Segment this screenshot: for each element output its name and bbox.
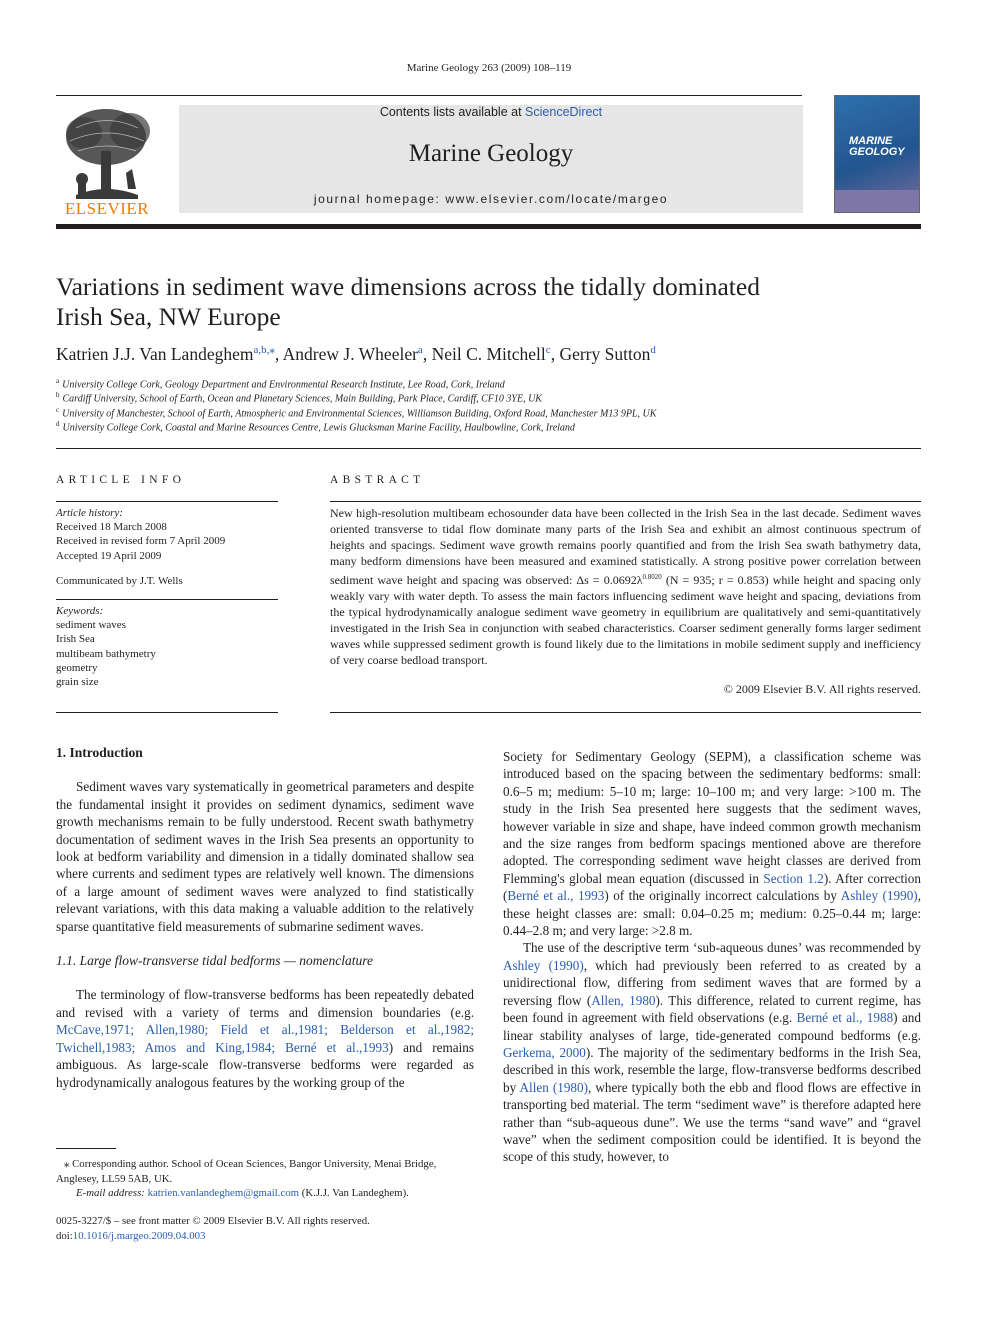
journal-citation: Marine Geology 263 (2009) 108–119 bbox=[406, 62, 572, 74]
footnote-rule bbox=[56, 1148, 116, 1149]
keyword: Irish Sea bbox=[56, 633, 95, 646]
communicated-by: Communicated by J.T. Wells bbox=[56, 574, 183, 587]
cover-title-line2: GEOLOGY bbox=[849, 146, 905, 158]
right-column bbox=[503, 748, 921, 1166]
keywords-block bbox=[56, 604, 278, 689]
title-block-rule bbox=[56, 448, 921, 449]
cover-title-line1: MARINE bbox=[849, 135, 893, 147]
paper-title-line2: Irish Sea, NW Europe bbox=[56, 302, 281, 331]
accepted-date: Accepted 19 April 2009 bbox=[56, 549, 162, 562]
reference-link[interactable]: Ashley (1990) bbox=[840, 888, 918, 904]
author-name: Neil C. Mitchell bbox=[431, 343, 546, 364]
article-info-rule bbox=[56, 501, 278, 502]
history-label: Article history: bbox=[56, 507, 123, 519]
doi-link[interactable]: 10.1016/j.margeo.2009.04.003 bbox=[72, 1229, 206, 1242]
elsevier-wordmark: ELSEVIER bbox=[64, 199, 150, 218]
abstract-text: New high-resolution multibeam echosounder data have been collected in the Irish Sea in the last decade. Sediment waves oriented transverse to tidal flow dominate many parts of the Irish Sea and exhibit an almost continuous spectrum of heights and spacings. Sediment wave growth remains poorly quantified and from the Irish Sea swath bathymetry data, many bedform dimensions have been measured and examined statistically. A strong positive power correlation between sediment wave height and spacing was observed: $\Delta s = 0.0692\lambda^{0.8020}$ (N = 935; r = 0.853) while height and spacing only weakly vary with water depth. To assess the main factors influencing sediment wave height and spacing, deviations from the typical hydrodynamically analogue sediment wave geometry in equilibrium are qualitatively and semi-quantitatively investigated in the Irish Sea in conjunction with seabed characteristics. Coarser sediment generally forms larger sediment waves while suppressed sediment growth is found likely due to the limitations in mobile sediment supply and inefficiency of very coarse bedload transport. bbox=[330, 506, 921, 667]
affiliation: $^b$ Cardiff University, School of Earth, Ocean and Planetary Sciences, Main Building, Park Place, Cardiff, CF10 3YE, UK bbox=[56, 391, 542, 405]
reference-link[interactable]: Berné et al., 1993 bbox=[507, 888, 605, 904]
reference-link[interactable]: Allen (1980) bbox=[519, 1079, 588, 1095]
revised-date: Received in revised form 7 April 2009 bbox=[56, 535, 226, 548]
section-heading: 1. Introduction bbox=[56, 745, 143, 760]
affiliation: $^d$ University College Cork, Coastal and Marine Resources Centre, Lewis Glucksman Marine Facility, Haulbowline, Cork, Ireland bbox=[56, 420, 575, 434]
abstract-bottom-rule bbox=[330, 712, 921, 713]
author-affil-mark[interactable]: a,b,⁎ bbox=[253, 344, 275, 356]
keyword: sediment waves bbox=[56, 619, 126, 632]
contents-line bbox=[179, 105, 803, 119]
affiliation: $^a$ University College Cork, Geology Department and Environmental Research Institute, Lee Road, Cork, Ireland bbox=[56, 377, 505, 391]
reference-link[interactable]: Gerkema, 2000 bbox=[503, 1044, 586, 1060]
left-column bbox=[56, 744, 474, 1091]
contents-prefix: Contents lists available at bbox=[379, 105, 522, 119]
abstract-rule bbox=[330, 501, 921, 502]
cover-bottom-strip bbox=[835, 190, 919, 212]
cover-title bbox=[849, 136, 905, 158]
journal-title: Marine Geology bbox=[408, 140, 574, 167]
power-law-equation: $\Delta s = 0.0692\lambda^{0.8020}$ (N = 935; r = 0.853) bbox=[576, 573, 773, 587]
article-info-bottom-rule bbox=[56, 712, 278, 713]
section-link[interactable]: Section 1.2 bbox=[763, 870, 824, 886]
journal-cover-thumbnail bbox=[834, 95, 920, 213]
classification-paragraph: Society for Sedimentary Geology (SEPM), a classification scheme was introduced based on the spacing between the sedimentary bedforms: small: 0.6–5 m; medium: 5–10 m; large: 10–100 m; and very large: >100 m. The study in the Irish Sea presented here suggests that the sediment waves, however variable in size and shape, have indeed common growth mechanism and the size ranges from bedform spacings mentioned above are therefore adopted. The corresponding sediment wave height classes are derived from Flemming's global mean equation (discussed in Section 1.2). After correction (Berné et al., 1993) of the originally incorrect calculations by Ashley (1990), these height classes are: small: 0.04–0.25 m; medium: 0.25–0.44 m; large: 0.44–2.8 m; and very large: >2.8 m. bbox=[503, 749, 921, 939]
paper-title-line1: Variations in sediment wave dimensions across the tidally dominated bbox=[56, 272, 760, 301]
abstract-heading: ABSTRACT bbox=[330, 474, 425, 486]
article-history bbox=[56, 506, 278, 588]
nomenclature-paragraph: The terminology of flow-transverse bedforms has been repeatedly debated and revised with a variety of terms and dimension boundaries (e.g. McCave,1971; Allen,1980; Field et al.,1981; Belderson et al.,1982; Twichell,1983; Amos and King,1984; Berné et al.,1993) and remains ambiguous. As large-scale flow-transverse bedforms were regarded as hydrodynamically analogous features by the working group of the bbox=[56, 987, 474, 1090]
sciencedirect-link[interactable]: ScienceDirect bbox=[525, 105, 603, 119]
email-link[interactable]: katrien.vanlandeghem@gmail.com bbox=[147, 1187, 300, 1199]
paper-title bbox=[56, 272, 816, 332]
reference-links[interactable]: McCave,1971; Allen,1980; Field et al.,1981; Belderson et al.,1982; Twichell,1983; Amos and King,1984; Berné et al.,1993 bbox=[56, 1022, 474, 1055]
received-date: Received 18 March 2008 bbox=[56, 521, 167, 534]
author-list: Katrien J.J. Van Landeghem$^{a,b,⁎}$, Andrew J. Wheeler$^a$, Neil C. Mitchell$^c$, Gerry Sutton$^d$ bbox=[56, 343, 656, 364]
keyword: geometry bbox=[56, 661, 98, 674]
keyword: multibeam bathymetry bbox=[56, 647, 156, 660]
subsection-heading: 1.1. Large flow-transverse tidal bedforms — nomenclature bbox=[56, 953, 373, 969]
author-name: Andrew J. Wheeler bbox=[282, 343, 418, 364]
author-name: Gerry Sutton bbox=[559, 343, 651, 364]
header-rule bbox=[56, 95, 802, 96]
corresponding-author-note: ⁎ Corresponding author. School of Ocean Sciences, Bangor University, Menai Bridge, Anglesey, LL59 5AB, UK. bbox=[56, 1158, 437, 1185]
doi-line: doi:10.1016/j.margeo.2009.04.003 bbox=[56, 1229, 206, 1242]
header-thick-rule bbox=[56, 224, 921, 229]
keywords-rule bbox=[56, 599, 278, 600]
author-affil-mark[interactable]: c bbox=[545, 344, 551, 356]
author-affil-mark[interactable]: a bbox=[417, 344, 423, 356]
author-affil-mark[interactable]: d bbox=[650, 344, 656, 356]
keywords-label: Keywords: bbox=[56, 605, 104, 617]
reference-link[interactable]: Berné et al., 1988 bbox=[796, 1010, 894, 1026]
issn-doi bbox=[56, 1214, 474, 1243]
author-name: Katrien J.J. Van Landeghem bbox=[56, 343, 254, 364]
reference-link[interactable]: Ashley (1990) bbox=[503, 957, 584, 973]
affiliation: $^c$ University of Manchester, School of Earth, Atmospheric and Environmental Sciences, Williamson Building, Oxford Road, Manchester M13 9PL, UK bbox=[56, 406, 657, 420]
issn-line: 0025-3227/$ – see front matter © 2009 Elsevier B.V. All rights reserved. bbox=[56, 1215, 370, 1227]
reference-link[interactable]: Allen, 1980 bbox=[591, 992, 656, 1008]
journal-homepage[interactable]: journal homepage: www.elsevier.com/locate/margeo bbox=[313, 192, 669, 206]
intro-paragraph: Sediment waves vary systematically in geometrical parameters and despite the fundamental insight it provides on sediment dynamics, sediment wave growth mechanisms remain to be fully understood. Recent swath bathymetry documentation of sediment waves in the Irish Sea presents an opportunity to look at bedform variability and dimension in a tidally dominated shallow sea where currents and sediment types are relatively well known. The dimensions of a large amount of sediment waves were analyzed to find statistically relevant variations, with this data making a valuable addition to the relatively sparse quantitative field measurements of submarine sediment waves. bbox=[56, 779, 474, 934]
terminology-paragraph: The use of the descriptive term ‘sub-aqueous dunes’ was recommended by Ashley (1990), which had previously been referred to as created by a unidirectional flow, differing from sediment waves that are formed by a reversing flow (Allen, 1980). This difference, related to current regime, has been found in agreement with field observations (e.g. Berné et al., 1988) and linear stability analyses of large, tide-generated compound bedforms (e.g. Gerkema, 2000). The majority of the sedimentary bedforms in the Irish Sea, described in this work, resemble the large, flow-transverse bedforms described by Allen (1980), where typically both the ebb and flood flows are effective in transporting bed material. The term “sediment wave” is therefore adapted here rather than “sub-aqueous dune”. We use the terms “sand wave” and “gravel wave” when the sediment composition could be identified. It is beyond the scope of this study, however, to bbox=[503, 940, 922, 1165]
keyword: grain size bbox=[56, 676, 99, 689]
article-info-heading: ARTICLE INFO bbox=[56, 474, 186, 486]
abstract-copyright: © 2009 Elsevier B.V. All rights reserved. bbox=[723, 682, 921, 696]
email-note: E-mail address: katrien.vanlandeghem@gmail.com (K.J.J. Van Landeghem). bbox=[76, 1187, 409, 1199]
footnotes bbox=[56, 1157, 474, 1201]
